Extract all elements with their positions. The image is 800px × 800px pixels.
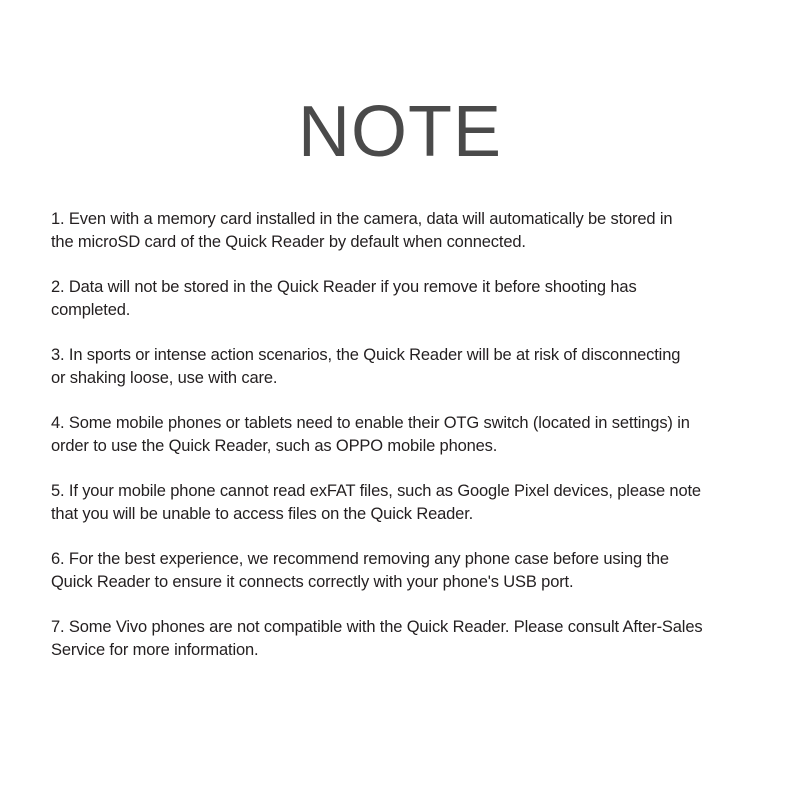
note-text-line: or shaking loose, use with care. (51, 369, 278, 387)
note-item-4 (51, 412, 761, 458)
note-text-line: Service for more information. (51, 641, 259, 659)
note-item-5 (51, 480, 761, 526)
note-text-line: 3. In sports or intense action scenarios, the Quick Reader will be at risk of disconnecting (51, 346, 681, 364)
note-text-line: 4. Some mobile phones or tablets need to enable their OTG switch (located in settings) in (51, 414, 690, 432)
note-text-line: the microSD card of the Quick Reader by default when connected. (51, 233, 526, 251)
note-text-line: 7. Some Vivo phones are not compatible with the Quick Reader. Please consult After-Sales (51, 618, 703, 636)
note-item-7 (51, 616, 761, 662)
note-text-line: order to use the Quick Reader, such as OPPO mobile phones. (51, 437, 498, 455)
note-text-line: that you will be unable to access files on the Quick Reader. (51, 505, 474, 523)
notes-list (51, 208, 761, 684)
note-text-line: 5. If your mobile phone cannot read exFAT files, such as Google Pixel devices, please note (51, 482, 701, 500)
note-item-3 (51, 344, 761, 390)
note-text-line: 1. Even with a memory card installed in the camera, data will automatically be stored in (51, 210, 673, 228)
note-text-line: Quick Reader to ensure it connects correctly with your phone's USB port. (51, 573, 574, 591)
note-text-line: completed. (51, 301, 131, 319)
note-item-6 (51, 548, 761, 594)
note-text-line: 2. Data will not be stored in the Quick Reader if you remove it before shooting has (51, 278, 637, 296)
note-text-line: 6. For the best experience, we recommend removing any phone case before using the (51, 550, 669, 568)
page-title: NOTE (297, 92, 502, 172)
note-item-2 (51, 276, 761, 322)
note-item-1 (51, 208, 761, 254)
